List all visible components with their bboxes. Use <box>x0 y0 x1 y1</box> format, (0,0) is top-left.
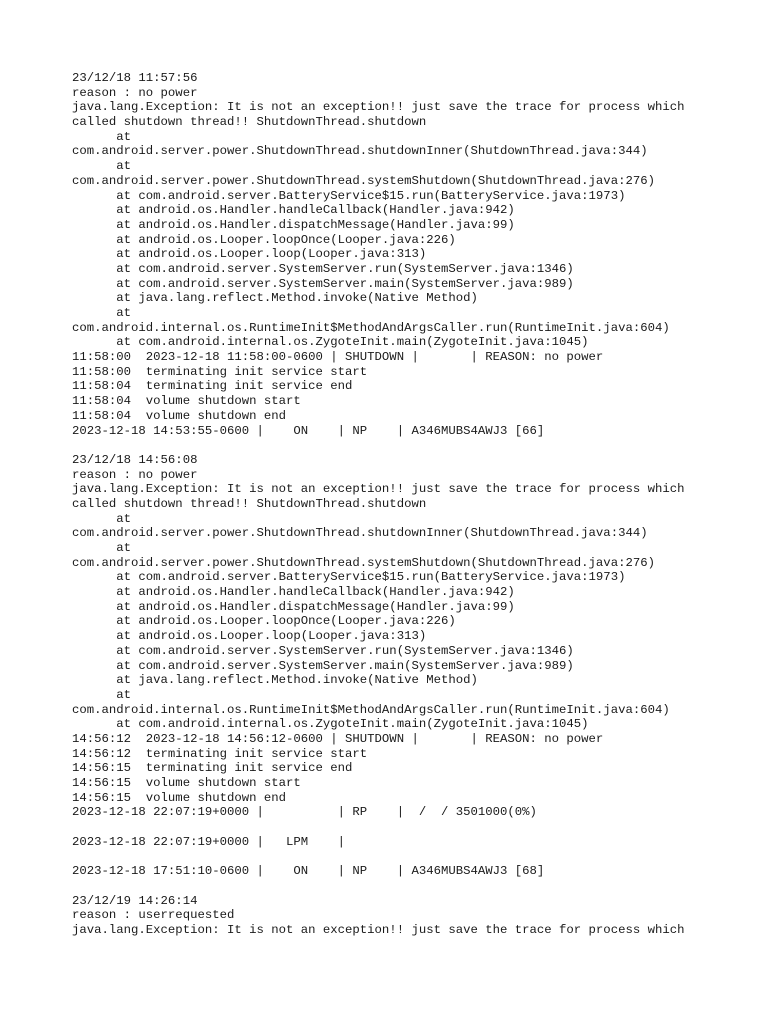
log-line: at <box>72 511 132 526</box>
log-line: at com.android.internal.os.ZygoteInit.main(ZygoteInit.java:1045) <box>72 335 589 350</box>
log-line: at <box>72 541 132 555</box>
log-text <box>72 71 752 938</box>
log-line: com.android.server.power.ShutdownThread.systemShutdown(ShutdownThread.java:276) <box>72 555 655 570</box>
log-line <box>72 438 752 453</box>
log-line: at java.lang.reflect.Method.invoke(Native Method) <box>72 291 478 306</box>
log-line: 14:56:12 2023-12-18 14:56:12-0600 | SHUTDOWN | | REASON: no power <box>72 731 604 746</box>
log-line: 11:58:00 terminating init service start <box>72 364 368 379</box>
log-line: java.lang.Exception: It is not an exception!! just save the trace for process which <box>72 482 685 497</box>
log-line: 23/12/19 14:26:14 <box>72 893 198 908</box>
log-line: at android.os.Handler.dispatchMessage(Handler.java:99) <box>72 599 515 614</box>
log-line: 2023-12-18 22:07:19+0000 | | RP | / / 3501000(0%) <box>72 805 537 820</box>
log-line: called shutdown thread!! ShutdownThread.shutdown <box>72 496 427 511</box>
log-line: 14:56:15 terminating init service end <box>72 761 353 776</box>
log-line: at <box>72 129 132 144</box>
log-line: at com.android.server.BatteryService$15.run(BatteryService.java:1973) <box>72 570 626 585</box>
log-line: at <box>72 687 132 702</box>
log-line: reason : userrequested <box>72 908 235 923</box>
log-line: at com.android.server.SystemServer.main(SystemServer.java:989) <box>72 276 574 291</box>
log-line: 14:56:15 volume shutdown end <box>72 790 287 805</box>
log-line: 11:58:04 volume shutdown start <box>72 394 301 409</box>
log-line: reason : no power <box>72 85 198 100</box>
log-line: 14:56:12 terminating init service start <box>72 746 368 761</box>
log-line: at com.android.server.BatteryService$15.run(BatteryService.java:1973) <box>72 188 626 203</box>
log-line: com.android.server.power.ShutdownThread.systemShutdown(ShutdownThread.java:276) <box>72 173 655 188</box>
log-line: 14:56:15 volume shutdown start <box>72 776 301 790</box>
log-line: 23/12/18 14:56:08 <box>72 452 198 467</box>
log-line: 11:58:00 2023-12-18 11:58:00-0600 | SHUTDOWN | | REASON: no power <box>72 350 604 365</box>
log-line: 11:58:04 terminating init service end <box>72 379 353 394</box>
log-line: com.android.internal.os.RuntimeInit$MethodAndArgsCaller.run(RuntimeInit.java:604) <box>72 702 670 717</box>
log-line: 2023-12-18 14:53:55-0600 | ON | NP | A346MUBS4AWJ3 [66] <box>72 423 545 438</box>
log-line: 23/12/18 11:57:56 <box>72 71 198 85</box>
log-line: at com.android.server.SystemServer.run(SystemServer.java:1346) <box>72 643 574 658</box>
log-line: at <box>72 306 132 320</box>
log-line: at <box>72 159 132 174</box>
log-line: 2023-12-18 22:07:19+0000 | LPM | <box>72 834 346 849</box>
log-line: at android.os.Looper.loopOnce(Looper.java:226) <box>72 614 456 629</box>
log-line: com.android.server.power.ShutdownThread.shutdownInner(ShutdownThread.java:344) <box>72 144 648 159</box>
log-line: at com.android.internal.os.ZygoteInit.main(ZygoteInit.java:1045) <box>72 717 589 732</box>
log-line: at java.lang.reflect.Method.invoke(Native Method) <box>72 673 478 688</box>
log-line: at android.os.Handler.dispatchMessage(Handler.java:99) <box>72 217 515 232</box>
log-line: com.android.server.power.ShutdownThread.shutdownInner(ShutdownThread.java:344) <box>72 526 648 541</box>
log-line: java.lang.Exception: It is not an exception!! just save the trace for process which <box>72 100 685 115</box>
log-line: com.android.internal.os.RuntimeInit$MethodAndArgsCaller.run(RuntimeInit.java:604) <box>72 320 670 335</box>
log-line: at com.android.server.SystemServer.main(SystemServer.java:989) <box>72 658 574 673</box>
log-line: called shutdown thread!! ShutdownThread.shutdown <box>72 115 427 130</box>
log-line: at android.os.Looper.loop(Looper.java:313) <box>72 247 427 262</box>
log-line: at android.os.Handler.handleCallback(Handler.java:942) <box>72 585 515 600</box>
log-line: 2023-12-18 17:51:10-0600 | ON | NP | A346MUBS4AWJ3 [68] <box>72 864 545 879</box>
log-line <box>72 879 752 894</box>
log-line <box>72 849 752 864</box>
log-line: at android.os.Looper.loop(Looper.java:313) <box>72 629 427 644</box>
log-line: java.lang.Exception: It is not an exception!! just save the trace for process which <box>72 922 685 937</box>
log-line: 11:58:04 volume shutdown end <box>72 408 287 423</box>
log-line <box>72 820 752 835</box>
log-line: at android.os.Looper.loopOnce(Looper.java:226) <box>72 232 456 247</box>
log-line: at android.os.Handler.handleCallback(Handler.java:942) <box>72 203 515 218</box>
log-line: reason : no power <box>72 467 198 482</box>
log-line: at com.android.server.SystemServer.run(SystemServer.java:1346) <box>72 261 574 276</box>
